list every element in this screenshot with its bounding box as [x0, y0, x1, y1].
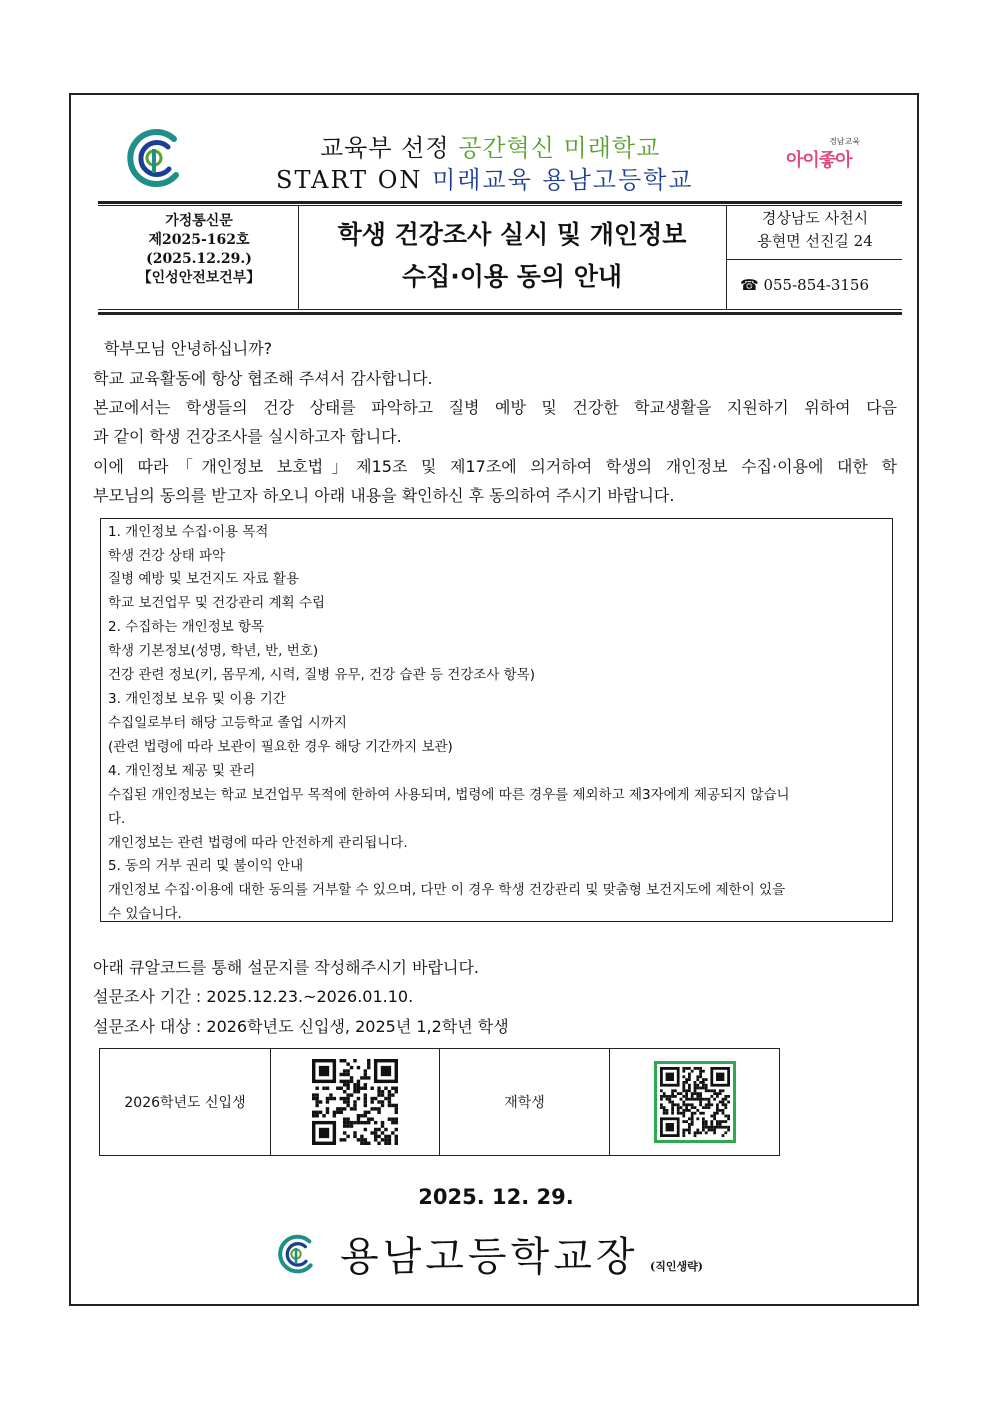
survey-target: 설문조사 대상 : 2026학년도 신입생, 2025년 1,2학년 학생	[93, 1017, 509, 1036]
student-qr-cell	[610, 1049, 779, 1155]
student-qr-frame	[654, 1061, 736, 1143]
student-qr-code-icon[interactable]	[660, 1067, 730, 1137]
header-line-2	[276, 160, 694, 195]
notice-type: 가정통신문	[165, 213, 233, 229]
consent-line: 건강 관련 정보(키, 몸무게, 시력, 질병 유무, 건강 습관 등 건강조사 항목)	[108, 667, 536, 683]
consent-line: 3. 개인정보 보유 및 이용 기간	[108, 691, 286, 707]
info-divider-left	[298, 206, 299, 309]
title-line-1: 학생 건강조사 실시 및 개인정보	[337, 220, 687, 249]
header-prefix-2: START ON	[276, 166, 433, 194]
address-line-2: 용현면 선진길 24	[757, 232, 873, 250]
consent-line: 개인정보는 관련 법령에 따라 안전하게 관리됩니다.	[108, 835, 408, 851]
paragraph-1-line-2: 과 같이 학생 건강조사를 실시하고자 합니다.	[93, 427, 402, 446]
seal-note: (직인생략)	[650, 1260, 703, 1273]
consent-line: 5. 동의 거부 권리 및 불이익 안내	[108, 858, 304, 874]
greeting-text: 학부모님 안녕하십니까?	[104, 339, 273, 358]
student-label: 재학생	[504, 1095, 545, 1111]
header-prefix-1: 교육부 선정	[320, 134, 459, 162]
freshman-qr-code-icon[interactable]	[312, 1059, 398, 1145]
info-top-rule-thin	[98, 205, 902, 206]
consent-line: 수집일로부터 해당 고등학교 졸업 시까지	[108, 715, 347, 731]
consent-line: 질병 예방 및 보건지도 자료 활용	[108, 571, 299, 587]
freshman-qr-cell	[271, 1049, 440, 1155]
consent-line: 4. 개인정보 제공 및 관리	[108, 763, 256, 779]
gyeongnam-badge-logo	[786, 136, 866, 176]
thanks-text: 학교 교육활동에 항상 협조해 주셔서 감사합니다.	[93, 369, 433, 388]
consent-line: (관련 법령에 따라 보관이 필요한 경우 해당 기간까지 보관)	[108, 739, 453, 755]
consent-line: 개인정보 수집·이용에 대한 동의를 거부할 수 있으며, 다만 이 경우 학생 건강관리 및 맞춤형 보건지도에 제한이 있을	[108, 882, 786, 898]
school-phone: ☎ 055-854-3156	[740, 276, 870, 294]
notice-number: 제2025-162호	[148, 232, 250, 248]
paragraph-2-line-2: 부모님의 동의를 받고자 하오니 아래 내용을 확인하신 후 동의하여 주시기 바랍니다.	[93, 486, 675, 505]
consent-info-box	[100, 518, 893, 922]
title-line-2: 수집·이용 동의 안내	[401, 262, 623, 291]
school-address	[728, 207, 902, 253]
consent-line: 다.	[108, 811, 126, 827]
principal-name: 용남고등학교장	[340, 1234, 639, 1280]
consent-line: 학생 건강 상태 파악	[108, 548, 226, 564]
consent-line: 수 있습니다.	[108, 906, 182, 922]
survey-instruction: 아래 큐알코드를 통해 설문지를 작성해주시기 바랍니다.	[93, 958, 480, 977]
consent-line: 2. 수집하는 개인정보 항목	[108, 619, 265, 635]
badge-main-text: 아이좋아	[786, 150, 852, 171]
principal-logo-icon	[274, 1232, 318, 1276]
header-highlight-1: 공간혁신 미래학교	[458, 134, 661, 162]
footer-date: 2025. 12. 29.	[418, 1185, 574, 1209]
page-title	[300, 214, 724, 298]
badge-small-text: 경남교육	[829, 137, 860, 146]
info-bottom-rule-thin	[98, 309, 902, 310]
notice-info	[100, 212, 298, 288]
survey-period: 설문조사 기간 : 2025.12.23.~2026.01.10.	[93, 987, 414, 1006]
consent-line: 학교 보건업무 및 건강관리 계획 수립	[108, 595, 326, 611]
info-bottom-rule	[98, 312, 902, 315]
qr-code-table	[99, 1048, 780, 1156]
freshman-label-cell	[100, 1049, 271, 1155]
info-divider-address	[727, 259, 902, 260]
info-divider-right	[726, 206, 727, 309]
notice-date: (2025.12.29.)	[146, 251, 252, 267]
student-label-cell	[440, 1049, 610, 1155]
consent-line: 1. 개인정보 수집·이용 목적	[108, 524, 269, 540]
freshman-label: 2026학년도 신입생	[124, 1095, 246, 1111]
consent-line: 학생 기본정보(성명, 학년, 반, 번호)	[108, 643, 319, 659]
info-top-rule	[98, 201, 902, 204]
paragraph-1-line-1: 본교에서는 학생들의 건강 상태를 파악하고 질병 예방 및 건강한 학교생활을 지원하기 위하여 다음	[93, 398, 897, 417]
header-line-1	[320, 128, 660, 163]
address-line-1: 경상남도 사천시	[761, 209, 869, 227]
header-highlight-2: 미래교육 용남고등학교	[432, 166, 694, 194]
paragraph-2-line-1: 이에 따라「개인정보 보호법」제15조 및 제17조에 의거하여 학생의 개인정보 수집·이용에 대한 학	[93, 457, 897, 476]
school-logo-icon	[122, 125, 186, 191]
consent-line: 수집된 개인정보는 학교 보건업무 목적에 한하여 사용되며, 법령에 따른 경우를 제외하고 제3자에게 제공되지 않습니	[108, 787, 790, 803]
notice-department: 【인성안전보건부】	[137, 270, 261, 286]
